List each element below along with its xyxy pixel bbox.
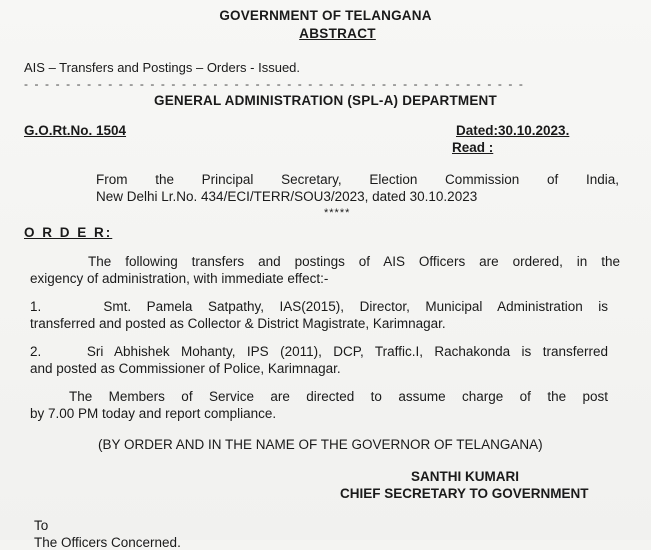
order-item-2-line-2: and posted as Commissioner of Police, Karimnagar.	[30, 361, 341, 376]
reference-paragraph	[96, 171, 619, 205]
department-label: GENERAL ADMINISTRATION (SPL-A) DEPARTMENT	[154, 93, 497, 108]
read-label: Read :	[452, 140, 494, 155]
subject-line: AIS – Transfers and Postings – Orders - Issued.	[24, 60, 301, 75]
order-item-2	[30, 343, 608, 377]
separator-line: - - - - - - - - - - - - - - - - - - - - - - - - - - - - - - - - - - - - - - - - - - - - - - - -	[24, 77, 525, 91]
order-heading: O R D E R:	[24, 225, 113, 240]
order-item-1	[30, 298, 608, 332]
order-item-1-line-1: 1. Smt. Pamela Satpathy, IAS(2015), Director, Municipal Administration is	[30, 299, 608, 314]
intro-line-2: exigency of administration, with immediate effect:-	[30, 271, 329, 286]
government-heading: GOVERNMENT OF TELANGANA	[219, 8, 432, 23]
members-line-1: The Members of Service are directed to assume charge of the post	[69, 389, 608, 404]
reference-line-1: From the Principal Secretary, Election Commission of India,	[96, 172, 619, 187]
order-item-1-line-2: transferred and posted as Collector & District Magistrate, Karimnagar.	[30, 316, 446, 331]
by-order-line: (BY ORDER AND IN THE NAME OF THE GOVERNOR OF TELANGANA)	[98, 437, 543, 452]
intro-paragraph	[30, 253, 620, 287]
to-label: To	[34, 518, 49, 533]
separator-stars: *****	[324, 207, 351, 219]
signatory-name: SANTHI KUMARI	[411, 469, 519, 484]
go-number: G.O.Rt.No. 1504	[24, 123, 127, 138]
abstract-heading	[0, 26, 651, 41]
members-line-2: by 7.00 PM today and report compliance.	[30, 406, 277, 421]
order-date: Dated:30.10.2023.	[456, 123, 570, 138]
reference-line-2: New Delhi Lr.No. 434/ECI/TERR/SOU3/2023, dated 30.10.2023	[96, 189, 478, 204]
officers-concerned: The Officers Concerned.	[34, 535, 181, 550]
order-item-2-line-1: 2. Sri Abhishek Mohanty, IPS (2011), DCP, Traffic.I, Rachakonda is transferred	[30, 344, 608, 359]
signatory-title: CHIEF SECRETARY TO GOVERNMENT	[340, 486, 589, 501]
abstract-label: ABSTRACT	[299, 26, 376, 41]
members-paragraph	[30, 388, 608, 422]
department-heading	[0, 93, 651, 108]
intro-line-1: The following transfers and postings of AIS Officers are ordered, in the	[88, 254, 620, 269]
